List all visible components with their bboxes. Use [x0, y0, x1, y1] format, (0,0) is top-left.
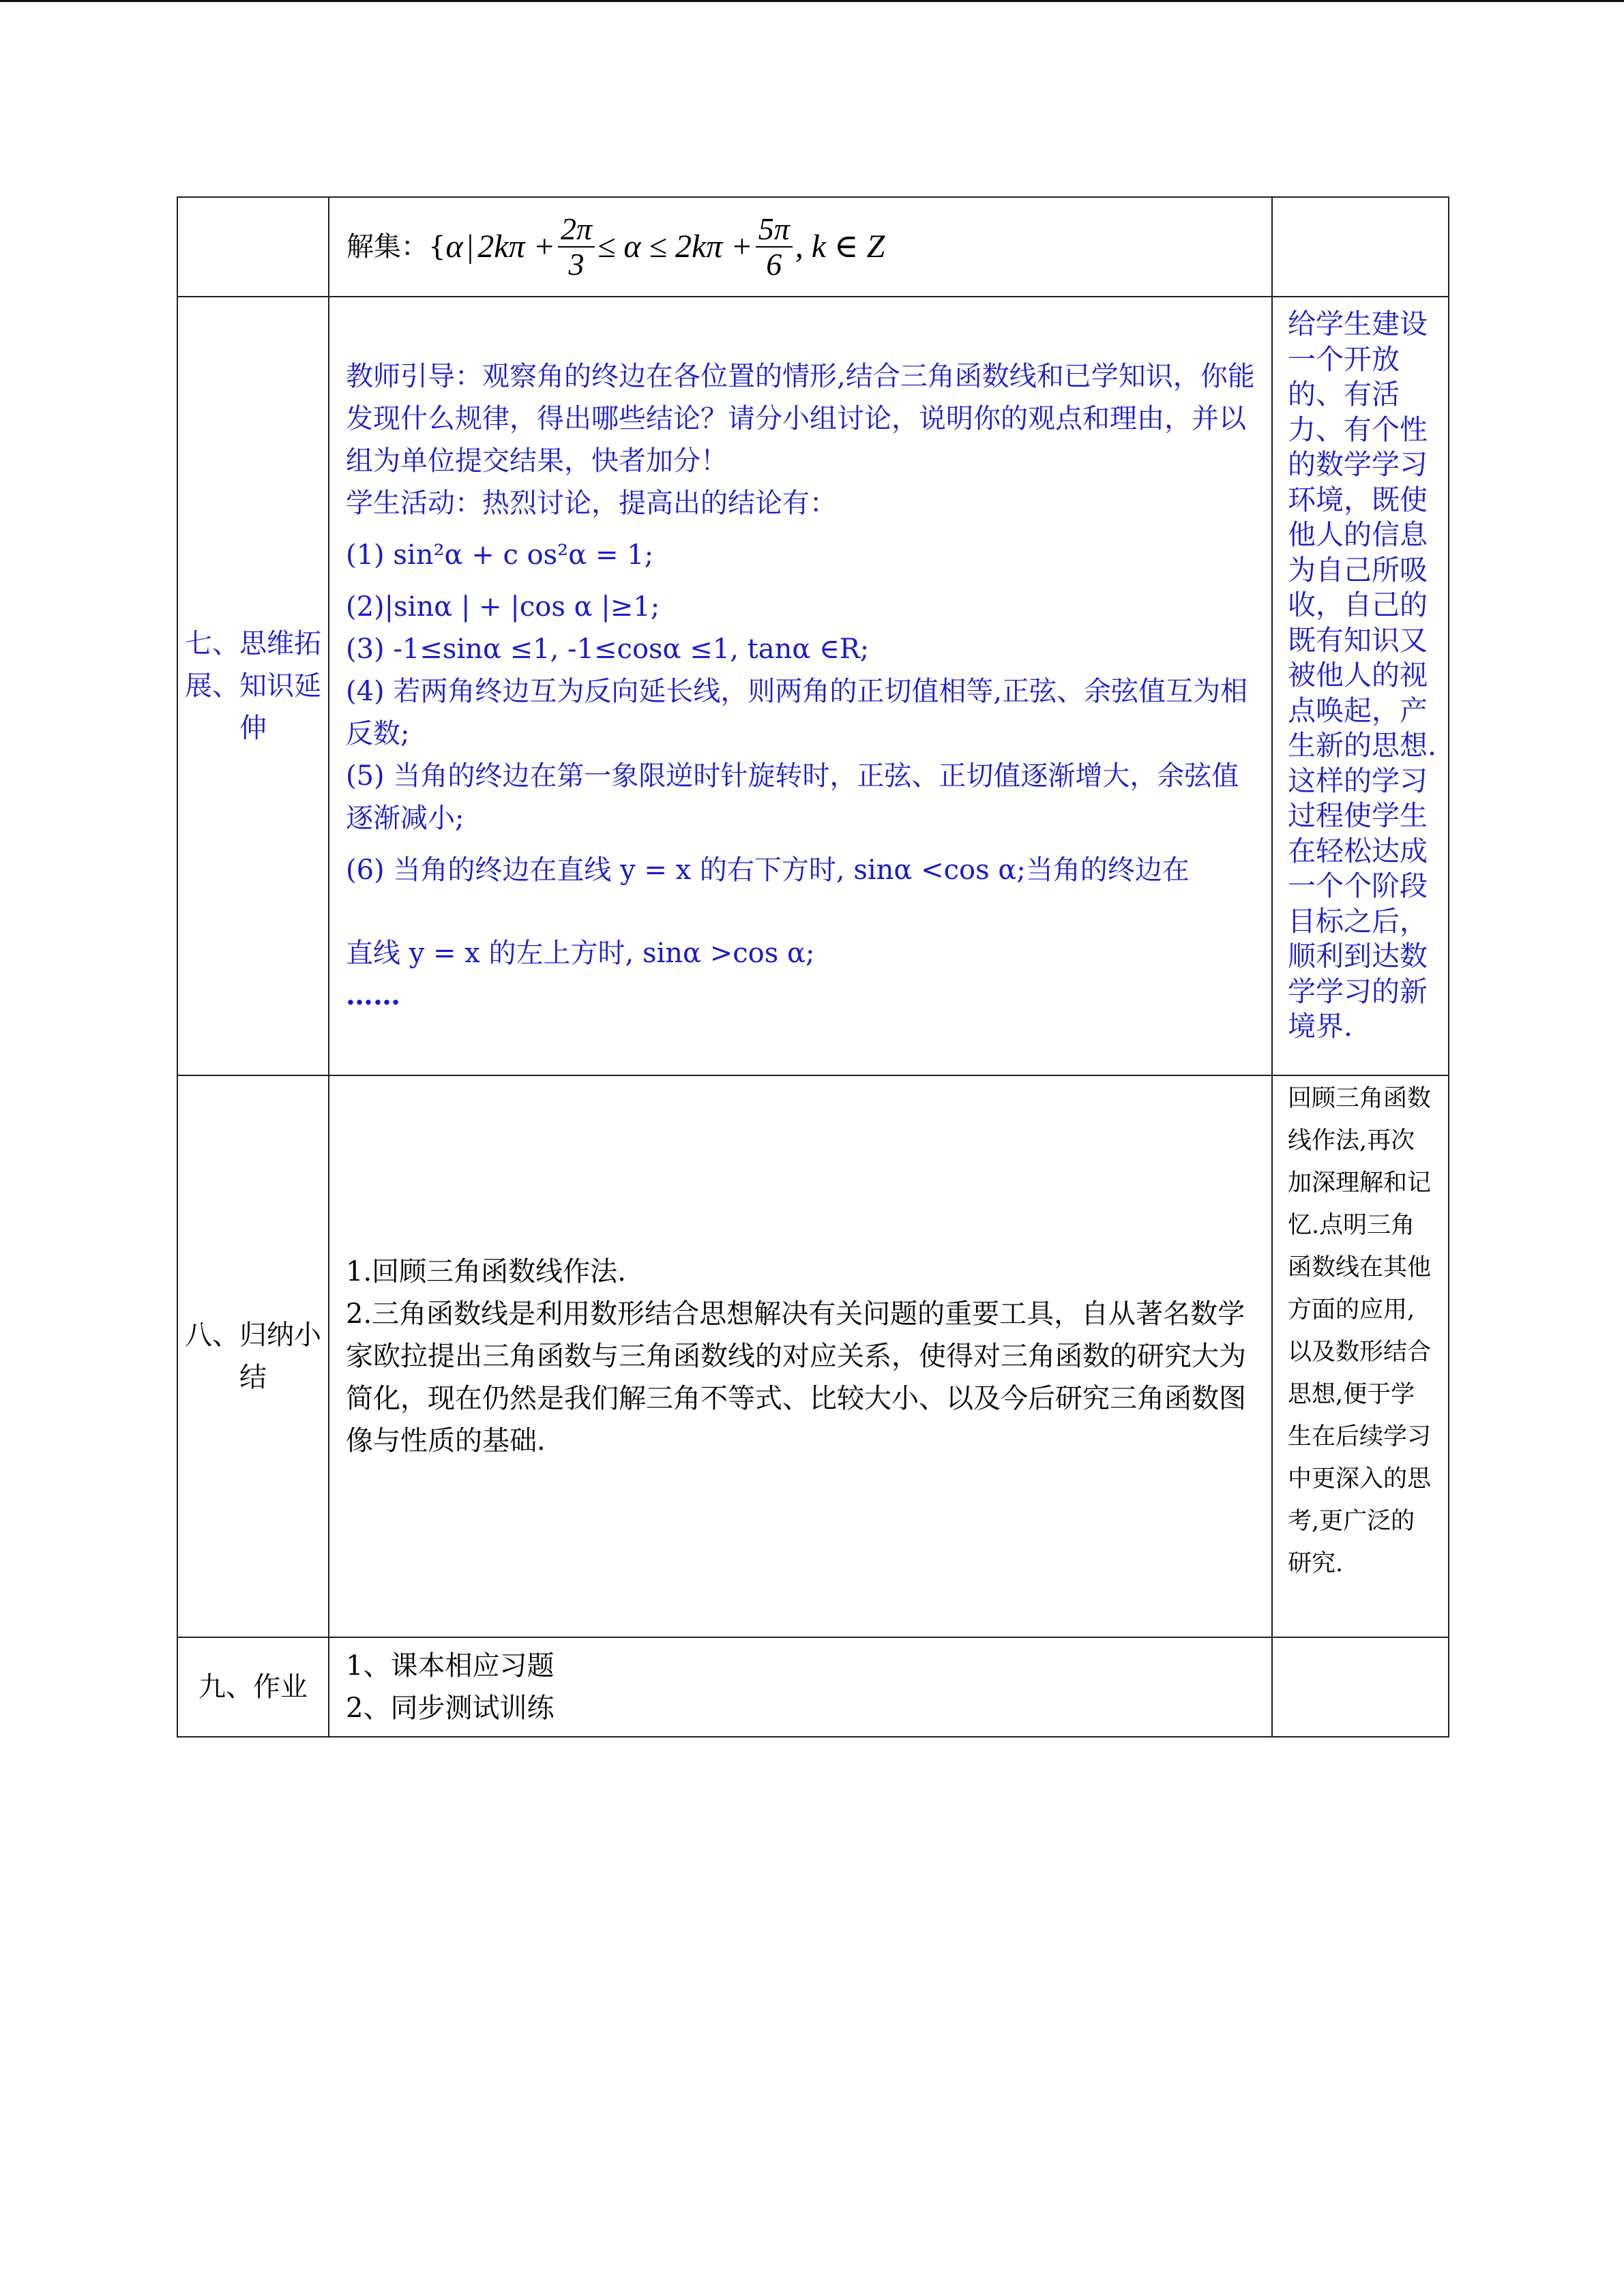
solution-set-cell — [329, 197, 1272, 297]
fraction1-denominator: 3 — [568, 247, 585, 282]
table-row-solution-set — [177, 197, 1449, 297]
conclusion-5: (5) 当角的终边在第一象限逆时针旋转时，正弦、正切值逐渐增大，余弦值逐渐减小; — [346, 760, 1239, 834]
design-intent-note-summary: 回顾三角函数线作法,再次加深理解和记忆.点明三角函数线在其他方面的应用,以及数形结合思想,便于学生在后续学习中更深入的思考,更广泛的研究. — [1272, 1075, 1449, 1637]
fraction1-numerator: 2π — [558, 212, 595, 248]
conclusion-6-part1: (6) 当角的终边在直线 y = x 的右下方时, sinα <cos α;当角的终边在 — [346, 854, 1190, 886]
homework-item-1: 1、课本相应习题 — [346, 1650, 555, 1682]
conclusion-1: (1) sin²α + c os²α = 1; — [346, 539, 654, 571]
teacher-guidance: 教师引导：观察角的终边在各位置的情形,结合三角函数线和已学知识，你能发现什么规律，得出哪些结论？请分小组讨论，说明你的观点和理由，并以组为单位提交结果，快者加分！ — [346, 361, 1255, 477]
fraction-5pi-over-6 — [756, 212, 793, 282]
row1-note — [1272, 197, 1449, 297]
solution-term1: 2kπ + — [477, 228, 556, 265]
section-label-thinking-extension: 七、思维拓展、知识延伸 — [177, 297, 329, 1075]
solution-prefix: 解集：{ — [346, 231, 446, 263]
ellipsis: …… — [346, 979, 400, 1011]
design-intent-note-thinking: 给学生建设一个开放的、有活力、有个性的数学学习环境，既使他人的信息为自己所吸收，自己的既有知识又被他人的视点唤起，产生新的思想.这样的学习过程使学生在轻松达成一个个阶段目标之后，顺利到达数学学习的新境界. — [1272, 297, 1449, 1075]
conclusion-4: (4) 若两角终边互为反向延长线，则两角的正切值相等,正弦、余弦值互为相反数; — [346, 676, 1248, 749]
homework-content — [329, 1637, 1272, 1737]
solution-tail: , k ∈ Z — [795, 228, 885, 265]
conclusion-6-part2: 直线 y = x 的左上方时, sinα >cos α; — [346, 938, 815, 969]
lesson-plan-table — [177, 196, 1449, 1738]
table-row-summary — [177, 1075, 1449, 1637]
conclusion-3: (3) -1≤sinα ≤1, -1≤cosα ≤1, tanα ∈R; — [346, 633, 870, 665]
section-label-summary: 八、归纳小结 — [177, 1075, 329, 1637]
thinking-extension-content — [329, 297, 1272, 1075]
table-row-homework — [177, 1637, 1449, 1737]
homework-item-2: 2、同步测试训练 — [346, 1693, 555, 1724]
summary-content — [329, 1075, 1272, 1637]
table-row-thinking-extension — [177, 297, 1449, 1075]
set-bar: | — [467, 228, 474, 265]
fraction-2pi-over-3 — [558, 212, 595, 282]
fraction2-numerator: 5π — [756, 212, 793, 248]
fraction2-denominator: 6 — [766, 247, 782, 282]
summary-point-2: 2.三角函数线是利用数形结合思想解决有关问题的重要工具，自从著名数学家欧拉提出三角函数与三角函数线的对应关系，使得对三角函数的研究大为简化，现在仍然是我们解三角不等式、比较大小、以及今后研究三角函数图像与性质的基础. — [346, 1298, 1246, 1457]
row4-note — [1272, 1637, 1449, 1737]
student-activity: 学生活动：热烈讨论，提高出的结论有： — [346, 488, 837, 519]
row1-label — [177, 197, 329, 297]
page-top-border — [0, 0, 1624, 2]
summary-point-1: 1.回顾三角函数线作法. — [346, 1256, 626, 1287]
alpha-symbol: α — [445, 228, 463, 265]
solution-middle: ≤ α ≤ 2kπ + — [597, 228, 753, 265]
conclusion-2: (2)|sinα | + |cos α |≥1; — [346, 591, 660, 623]
section-label-homework: 九、作业 — [177, 1637, 329, 1737]
